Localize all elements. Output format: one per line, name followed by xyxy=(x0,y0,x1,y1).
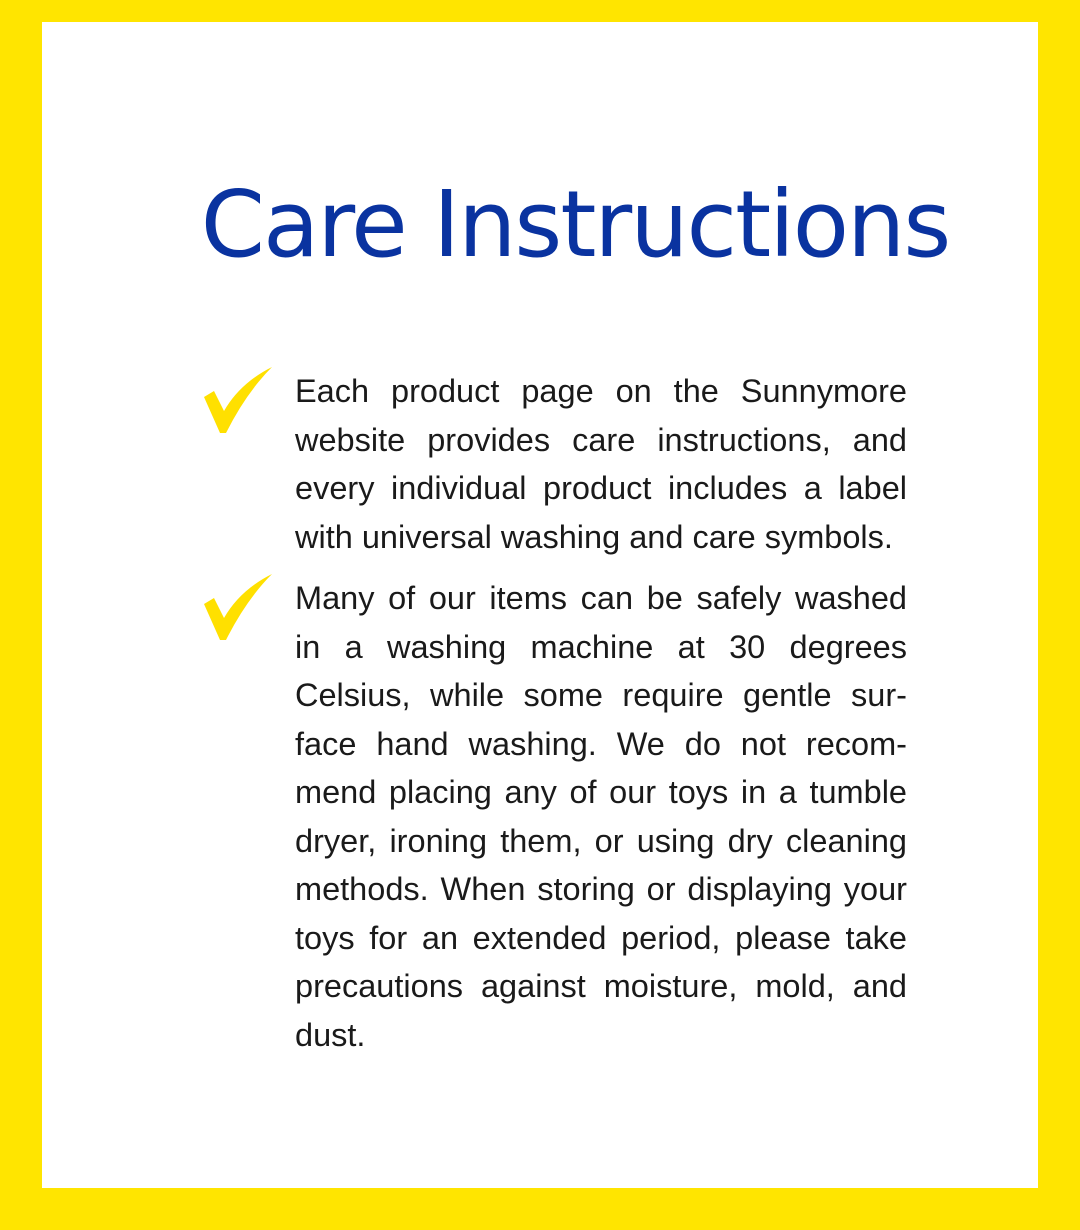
check-icon xyxy=(202,367,274,437)
content-card xyxy=(42,22,1038,1188)
care-text: Many of our items can be safely washed in a washing machine at 30 degrees Celsius, while some require gentle sur-face hand washing. We do not recom-mend placing any of our toys in a tumble dryer, ironing them, or using dry cleaning methods. When storing or displaying your toys for an extended period, please take precautions against moisture, mold, and dust. xyxy=(295,580,907,1053)
care-text: Each product page on the Sunnymore website provides care instructions, and every individual product includes a label with universal washing and care symbols. xyxy=(295,373,907,555)
check-icon xyxy=(202,574,274,644)
page-title: Care Instructions xyxy=(200,171,950,278)
